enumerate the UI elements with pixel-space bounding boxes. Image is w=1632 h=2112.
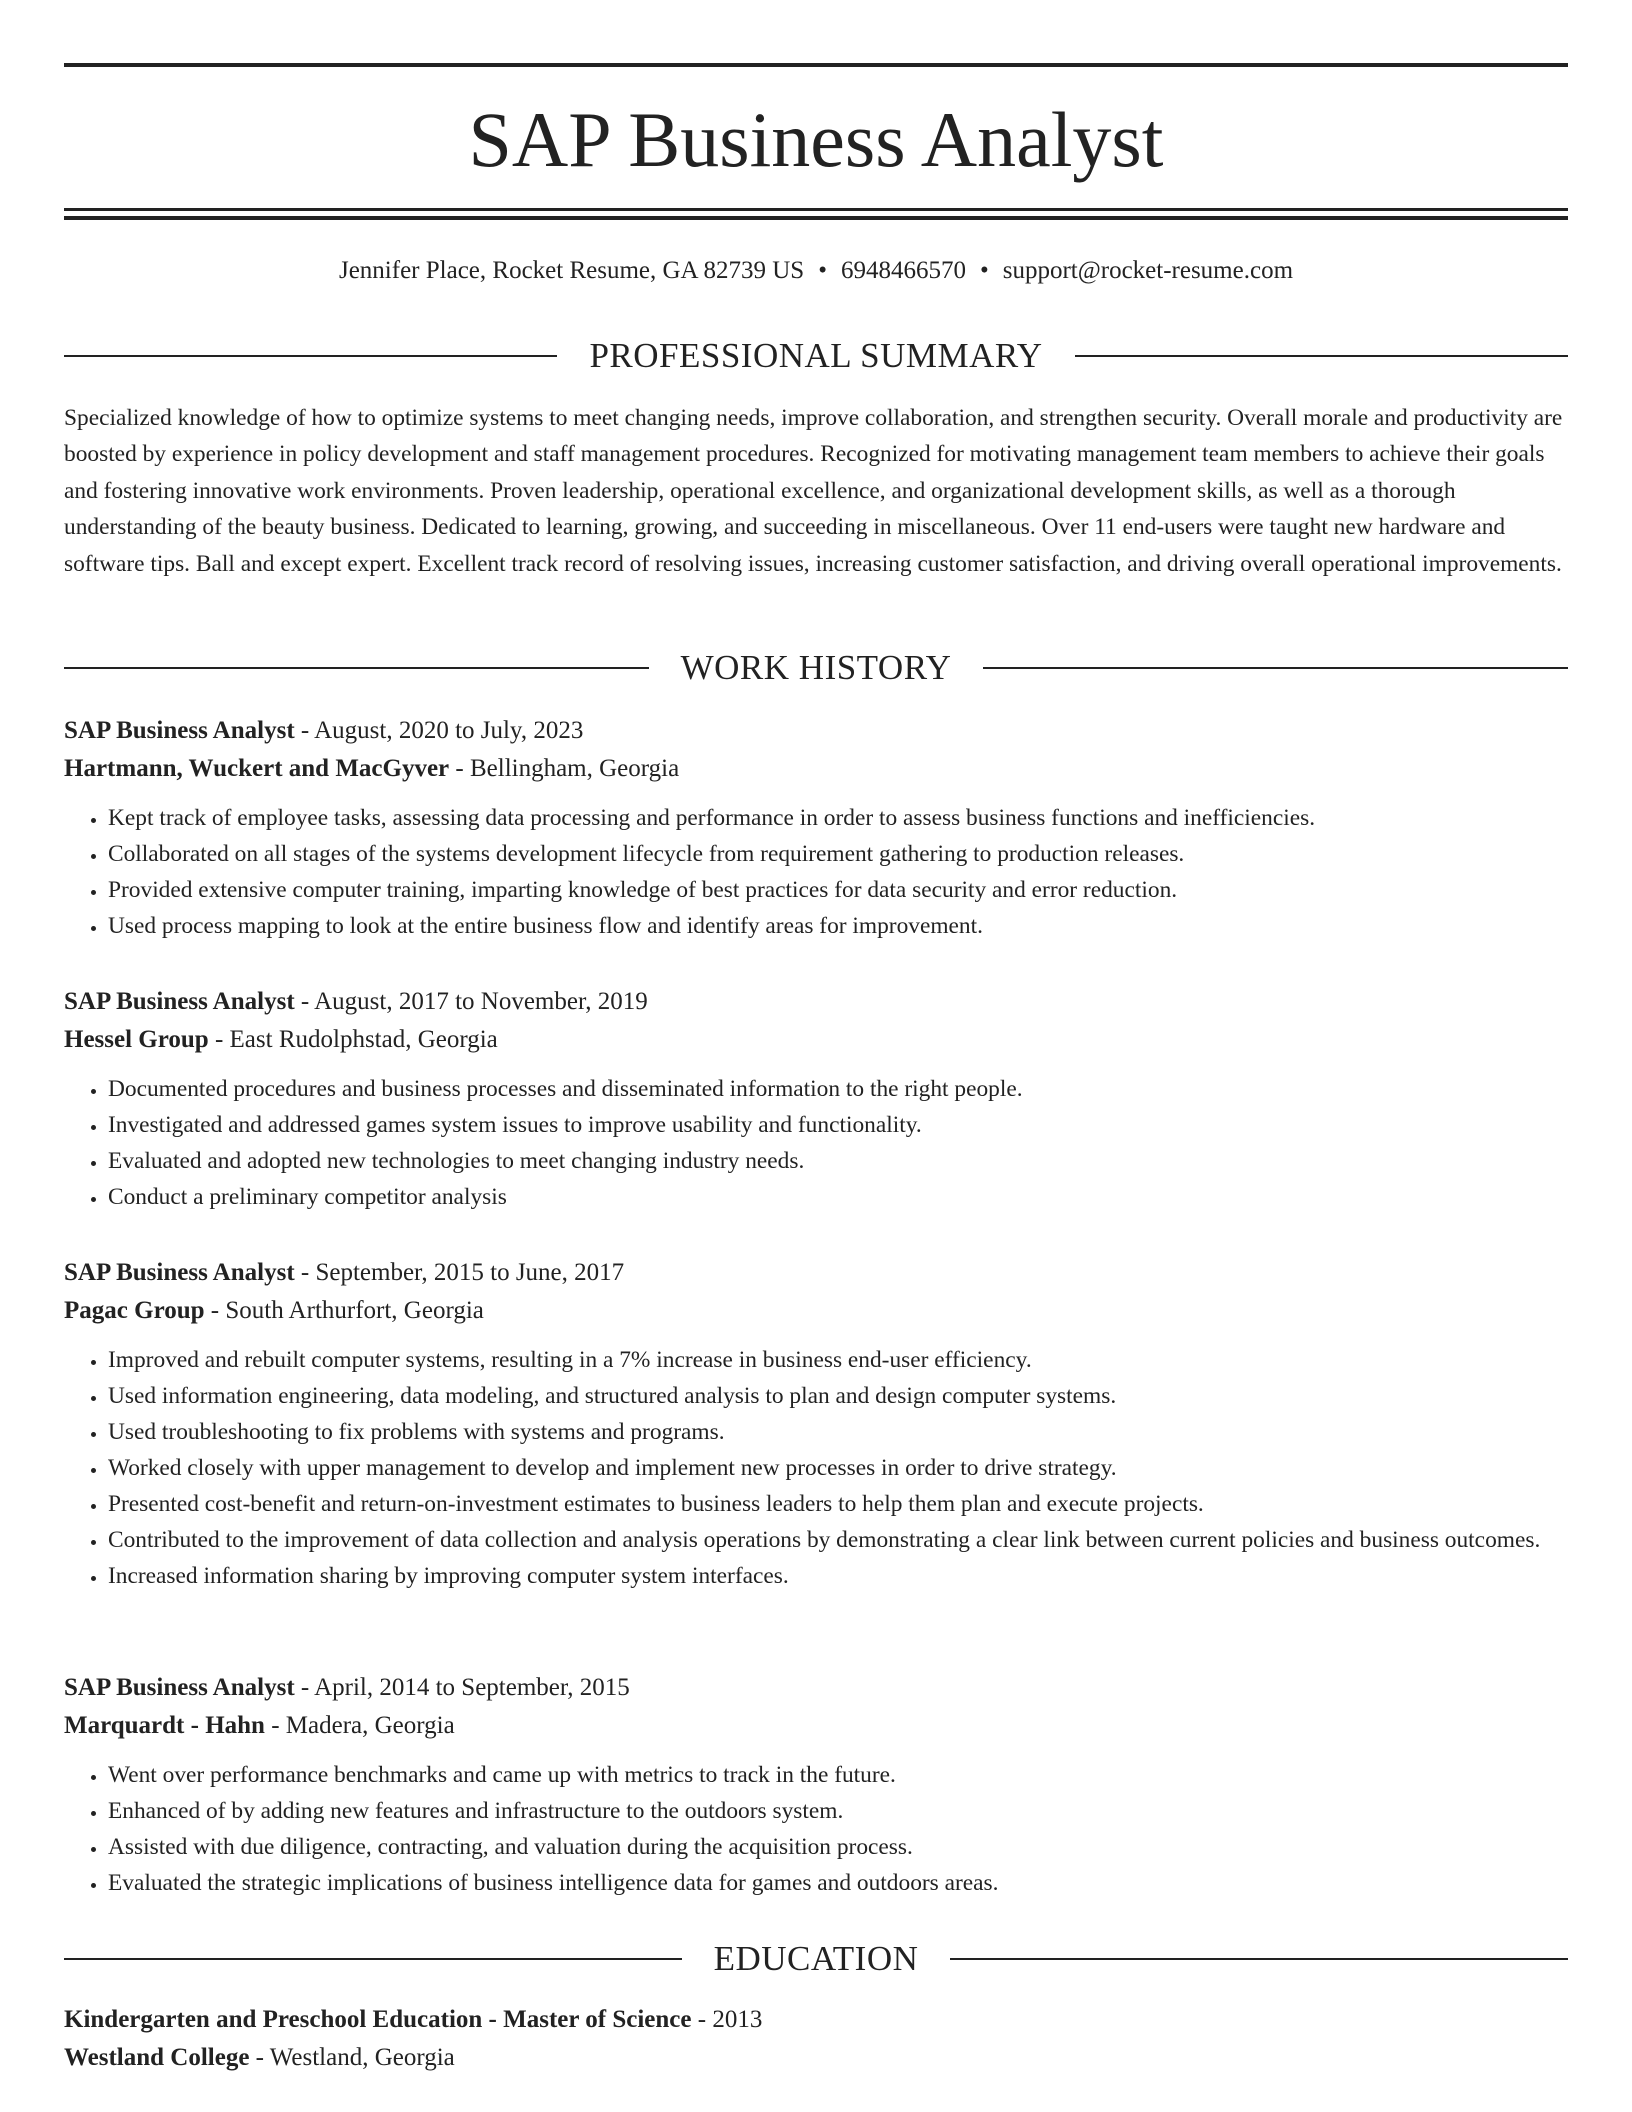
job-title-line [64,1669,1568,1707]
job-location: - Madera, Georgia [264,1712,455,1739]
job-bullet: • Enhanced of by adding new features and infrastructure to the outdoors system. [108,1793,1568,1829]
section-heading-education [64,1937,1568,1981]
job-bullet: • Investigated and addressed games system issues to improve usability and functionality. [108,1107,1568,1143]
job-bullets [64,1757,1568,1901]
job-entry [64,983,1568,1215]
contact-line [64,254,1568,288]
job-title-line [64,1254,1568,1292]
education-school: Westland College [64,2044,250,2071]
job-title: SAP Business Analyst [64,1674,295,1701]
job-bullet: • Conduct a preliminary competitor analysis [108,1179,1568,1215]
job-bullets [64,800,1568,944]
education-degree-line [64,2001,1568,2039]
header-double-rule-lower [64,216,1568,220]
header-double-rule-upper [64,208,1568,211]
job-location: - East Rudolphstad, Georgia [208,1026,498,1053]
job-company: Hessel Group [64,1026,209,1053]
job-entry [64,1669,1568,1901]
job-dates: - April, 2014 to September, 2015 [294,1674,630,1701]
job-bullet: • Assisted with due diligence, contracting, and valuation during the acquisition process. [108,1829,1568,1865]
education-entry [64,2001,1568,2077]
section-heading-label: WORK HISTORY [680,648,952,687]
contact-address: Jennifer Place, Rocket Resume, GA 82739 US [338,257,805,284]
education-year: - 2013 [691,2006,763,2033]
heading-rule-left [64,667,649,669]
job-dates: - August, 2017 to November, 2019 [294,988,648,1015]
job-bullet: • Kept track of employee tasks, assessing data processing and performance in order to assess business functions and inefficiencies. [108,800,1568,836]
job-bullet: • Collaborated on all stages of the systems development lifecycle from requirement gathering to production releases. [108,836,1568,872]
contact-separator: • [979,257,989,284]
job-bullet: • Evaluated the strategic implications of business intelligence data for games and outdoors areas. [108,1865,1568,1901]
section-heading-work-history [64,646,1568,690]
header-top-rule [64,63,1568,67]
education-degree: Kindergarten and Preschool Education - Master of Science [64,2006,692,2033]
job-dates: - September, 2015 to June, 2017 [294,1259,625,1286]
heading-rule-left [64,1958,682,1960]
job-title: SAP Business Analyst [64,717,295,744]
job-title: SAP Business Analyst [64,1259,295,1286]
job-company-line [64,750,1568,788]
job-bullet: • Evaluated and adopted new technologies to meet changing industry needs. [108,1143,1568,1179]
job-bullet: • Worked closely with upper management to develop and implement new processes in order to drive strategy. [108,1450,1568,1486]
job-bullet: • Used troubleshooting to fix problems with systems and programs. [108,1414,1568,1450]
education-school-line [64,2039,1568,2077]
section-heading-label: PROFESSIONAL SUMMARY [589,336,1043,375]
job-title-line [64,983,1568,1021]
job-title: SAP Business Analyst [64,988,295,1015]
job-bullet: • Provided extensive computer training, imparting knowledge of best practices for data security and error reduction. [108,872,1568,908]
job-bullet: • Went over performance benchmarks and came up with metrics to track in the future. [108,1757,1568,1793]
job-bullet: • Contributed to the improvement of data collection and analysis operations by demonstrating a clear link between current policies and business outcomes. [108,1522,1568,1558]
heading-rule-right [1075,355,1568,357]
contact-email: support@rocket-resume.com [1002,257,1294,284]
education-location: - Westland, Georgia [249,2044,455,2071]
job-entry [64,1254,1568,1594]
job-company: Marquardt - Hahn [64,1712,265,1739]
heading-rule-right [950,1958,1568,1960]
summary-paragraph: Specialized knowledge of how to optimize systems to meet changing needs, improve collaboration, and strengthen security. Overall morale and productivity are boosted by experience in policy development and staff management procedures. Recognized for motivating management team members to achieve their goals and fostering innovative work environments. Proven leadership, operational excellence, and organizational development skills, as well as a thorough understanding of the beauty business. Dedicated to learning, growing, and succeeding in miscellaneous. Over 11 end-users were taught new hardware and software tips. Ball and except expert. Excellent track record of resolving issues, increasing customer satisfaction, and driving overall operational improvements. [64,405,1563,577]
job-bullet: • Documented procedures and business processes and disseminated information to the right people. [108,1071,1568,1107]
job-bullet: • Improved and rebuilt computer systems, resulting in a 7% increase in business end-user efficiency. [108,1342,1568,1378]
job-bullet: • Increased information sharing by improving computer system interfaces. [108,1558,1568,1594]
job-company-line [64,1021,1568,1059]
job-dates: - August, 2020 to July, 2023 [294,717,584,744]
heading-rule-left [64,355,557,357]
job-bullet: • Used process mapping to look at the entire business flow and identify areas for improvement. [108,908,1568,944]
section-heading-label: EDUCATION [713,1939,919,1978]
page-title: SAP Business Analyst [468,96,1164,183]
job-company: Hartmann, Wuckert and MacGyver [64,755,450,782]
job-company-line [64,1292,1568,1330]
contact-separator: • [818,257,827,284]
job-bullet: • Used information engineering, data modeling, and structured analysis to plan and design computer systems. [108,1378,1568,1414]
job-bullet: • Presented cost-benefit and return-on-investment estimates to business leaders to help them plan and execute projects. [108,1486,1568,1522]
job-company: Pagac Group [64,1297,205,1324]
heading-rule-right [983,667,1568,669]
job-company-line [64,1707,1568,1745]
job-title-line [64,712,1568,750]
job-bullets [64,1071,1568,1215]
job-location: - South Arthurfort, Georgia [204,1297,484,1324]
job-entry [64,712,1568,944]
section-heading-summary [64,334,1568,378]
job-bullets [64,1342,1568,1594]
contact-phone: 6948466570 [840,257,966,284]
job-location: - Bellingham, Georgia [449,755,680,782]
